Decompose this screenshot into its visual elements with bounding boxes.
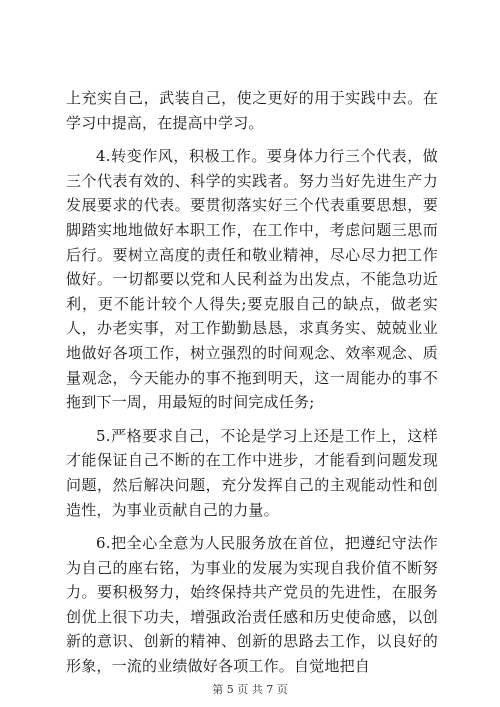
document-body: [66, 86, 438, 679]
paragraph-continuation: 上充实自己，武装自己，使之更好的用于实践中去。在学习中提高，在提高中学习。: [66, 89, 438, 132]
paragraph-item-4: 4.转变作风，积极工作。要身体力行三个代表，做三个代表有效的、科学的实践者。努力当好先进生产力发展要求的代表。要贯彻落实好三个代表重要思想，要脚踏实地地做好本职工作，在工作中，考虑问题三思而后行。要树立高度的责任和敬业精神，尽心尽力把工作做好。一切都要以党和人民利益为出发点，不能急功近利，更不能计较个人得失;要克服自己的缺点，做老实人，办老实事，对工作勤勤恳恳，求真务实、兢兢业业地做好各项工作，树立强烈的时间观念、效率观念、质量观念，今天能办的事不拖到明天，这一周能办的事不拖到下一周，用最短的时间完成任务;: [66, 147, 438, 412]
paragraph-item-6: 6.把全心全意为人民服务放在首位，把遵纪守法作为自己的座右铭，为事业的发展为实现自我价值不断努力。要积极努力，始终保持共产党员的先进性，在服务创优上很下功夫，增强政治责任感和历史使命感，以创新的意识、创新的精神、创新的思路去工作，以良好的形象，一流的业绩做好各项工作。自觉地把自: [66, 534, 438, 676]
page-footer: 第 5 页 共 7 页: [212, 683, 288, 696]
paragraph-item-5: 5.严格要求自己，不论是学习上还是工作上，这样才能保证自己不断的在工作中进步，才能看到问题发现问题，然后解决问题，充分发挥自己的主观能动性和创造性，为事业贡献自己的力量。: [66, 426, 438, 519]
